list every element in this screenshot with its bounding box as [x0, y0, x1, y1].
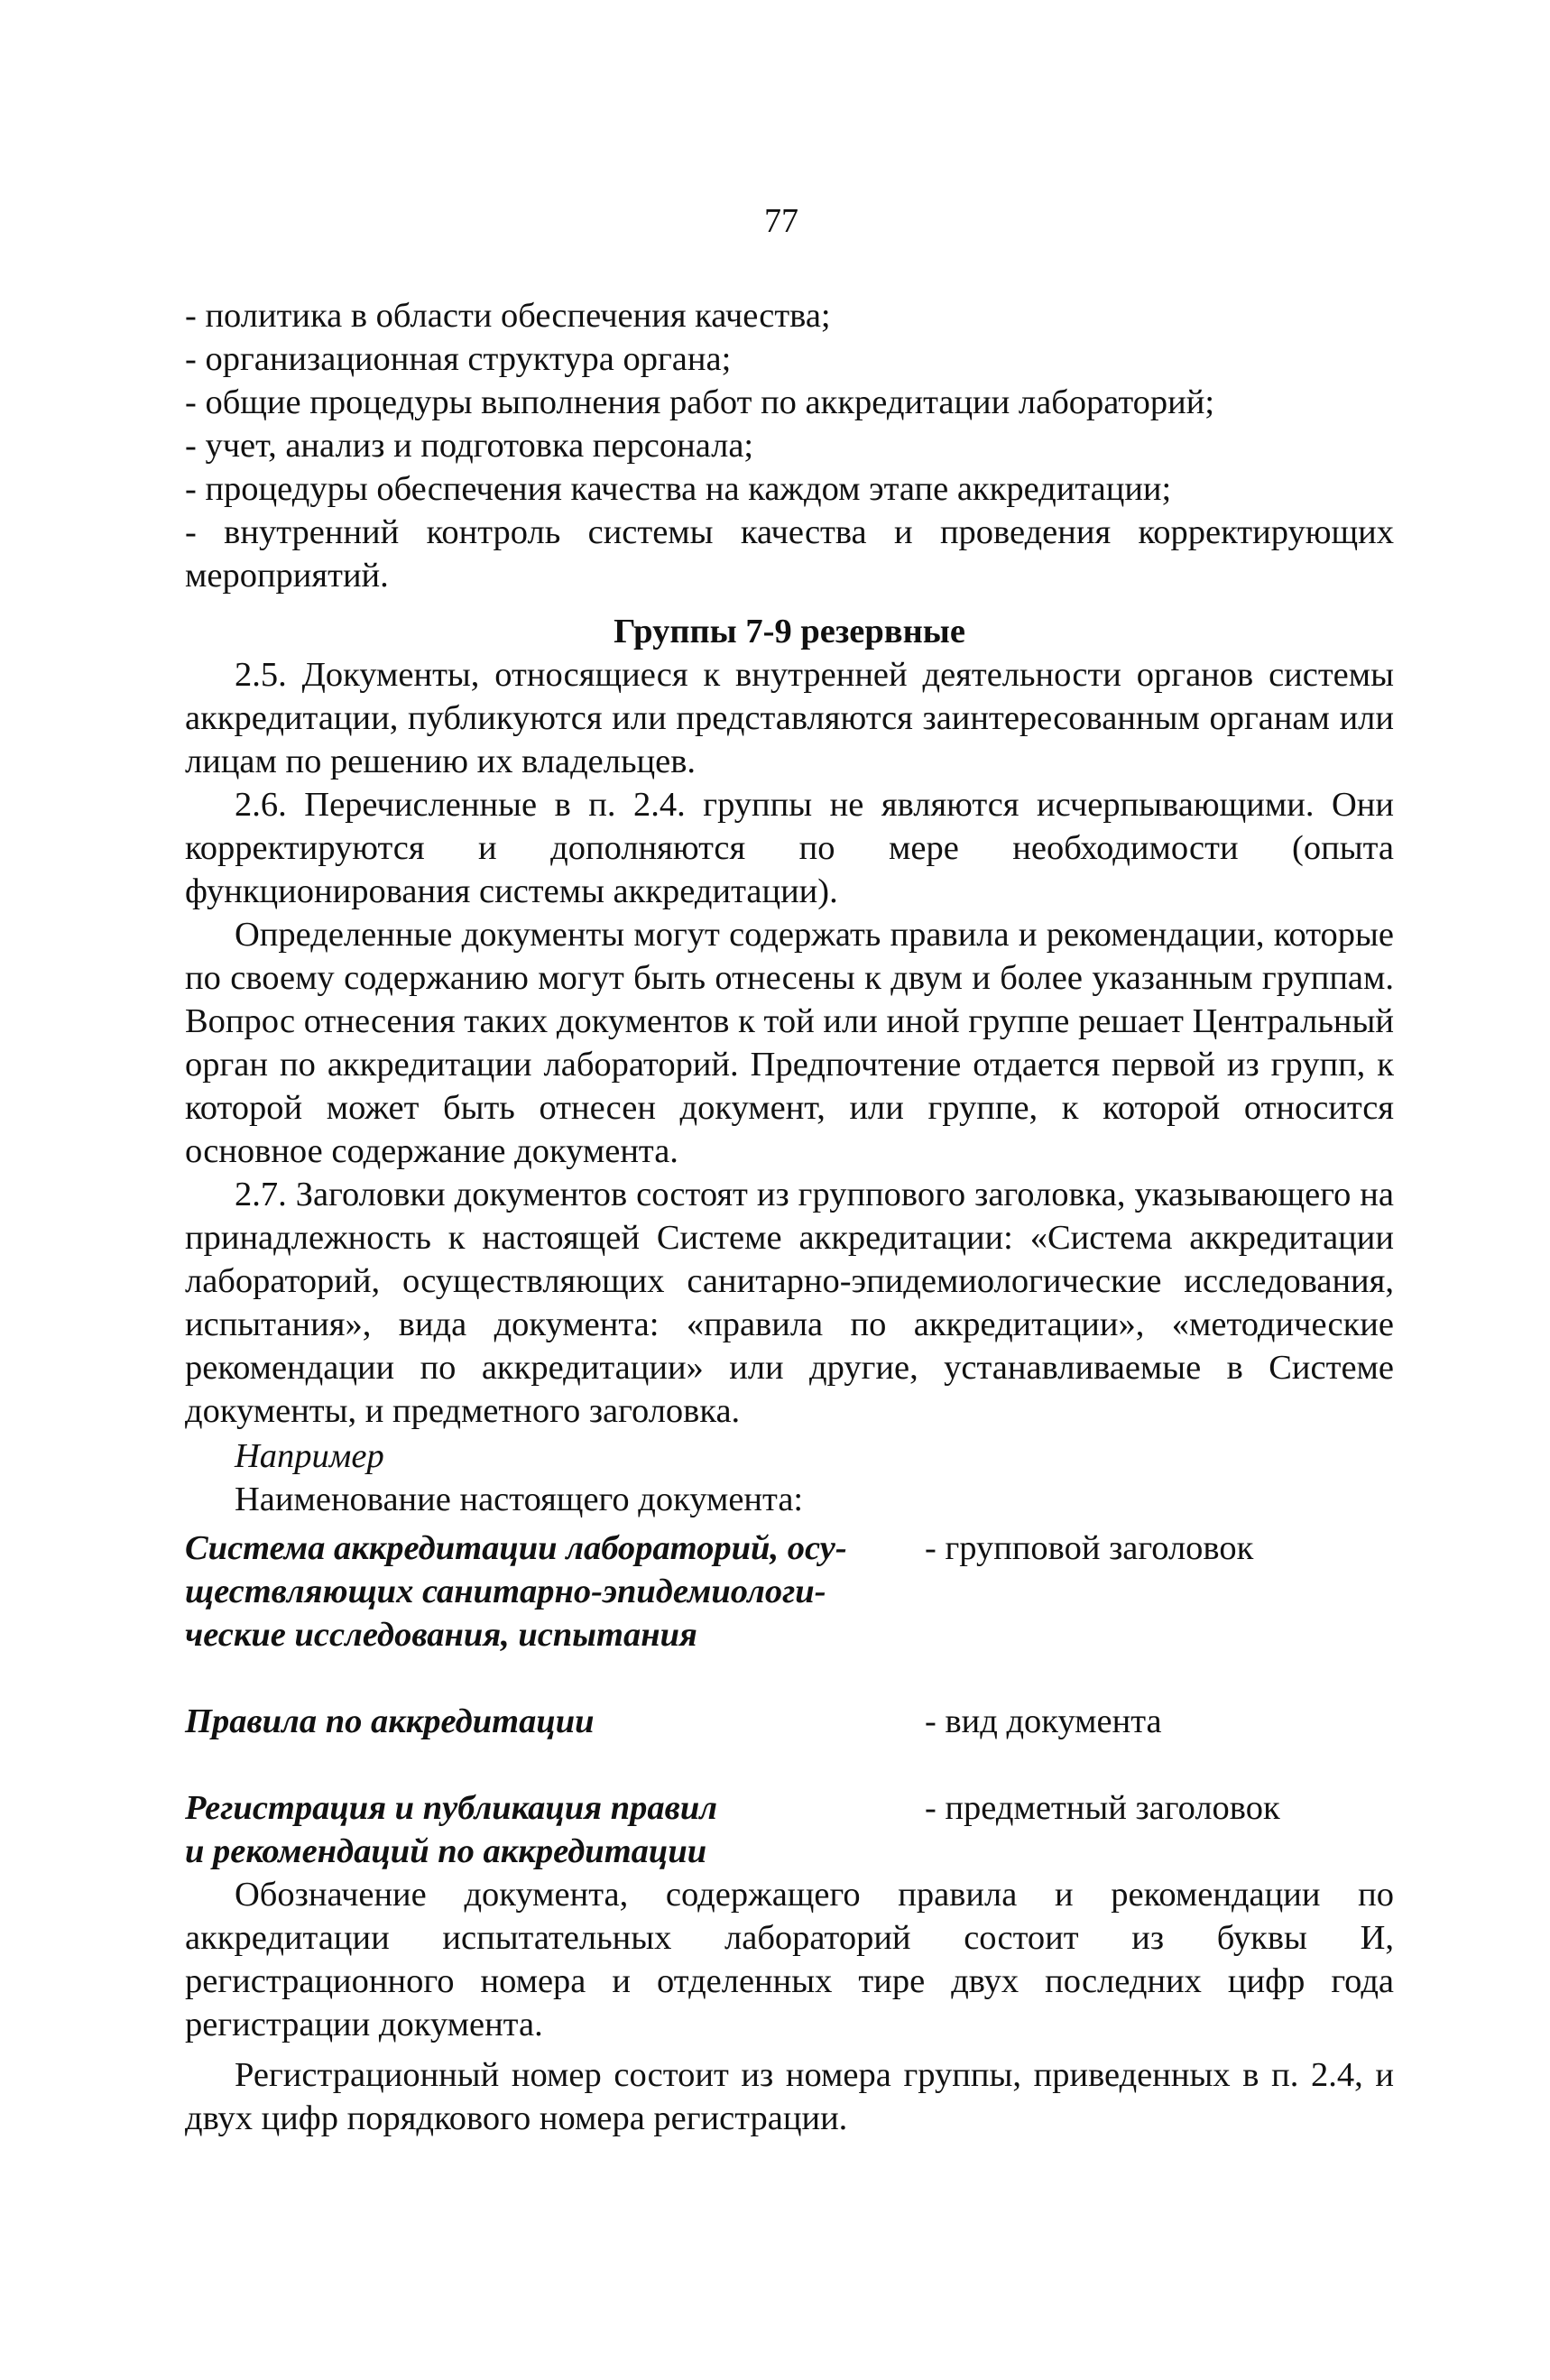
kind-title-label: - вид документа [925, 1702, 1162, 1740]
quality-manual-contents-list-tail [185, 511, 1394, 597]
kind-title-row [185, 1700, 1394, 1743]
group-title-label: - групповой заголовок [925, 1529, 1254, 1567]
quality-manual-contents-list [185, 294, 1394, 511]
group-title [185, 1527, 889, 1656]
page-number: 77 [764, 202, 798, 240]
paragraph-2-7: 2.7. Заголовки документов состоят из группового заголовка, указывающего на принадлежность к настоящей Системе аккредитации: «Система аккредитации лабораторий, осуществляющих санитарно-эпидемиологические исследования, испытания», вида документа: «правила по аккредитации», «методические рекомендации по аккредитации» или другие, устанавливаемые в Системе документы, и предметного заголовка. [185, 1176, 1394, 1430]
subject-title-line: Регистрация и публикация правил [185, 1789, 717, 1827]
document-body [185, 294, 1394, 2140]
list-item: - процедуры обеспечения качества на каждом этапе аккредитации; [185, 470, 1172, 508]
group-title-line: ществляющих санитарно-эпидемиологи- [185, 1573, 826, 1610]
list-item: - учет, анализ и подготовка персонала; [185, 427, 754, 465]
subject-title-row [185, 1786, 1394, 1873]
kind-title: Правила по аккредитации [185, 1702, 595, 1740]
group-title-row [185, 1527, 1394, 1656]
subject-title [185, 1786, 889, 1873]
list-item: - политика в области обеспечения качества; [185, 297, 831, 335]
name-intro: Наименование настоящего документа: [235, 1481, 804, 1518]
list-item: - внутренний контроль системы качества и проведения корректирующих мероприятий. [185, 513, 1394, 595]
list-item: - организационная структура органа; [185, 340, 732, 378]
group-title-line: ческие исследования, испытания [185, 1616, 697, 1654]
example-label: Например [235, 1437, 384, 1475]
section-heading: Группы 7-9 резервные [614, 613, 965, 650]
group-title-line: Система аккредитации лабораторий, осу- [185, 1529, 847, 1567]
subject-title-line: и рекомендаций по аккредитации [185, 1832, 707, 1870]
paragraph-designation: Обозначение документа, содержащего правила и рекомендации по аккредитации испытательных лабораторий состоит из буквы И, регистрационного номера и отделенных тире двух последних цифр года регистрации документа. [185, 1876, 1394, 2043]
paragraph-defined-documents: Определенные документы могут содержать правила и рекомендации, которые по своему содержанию могут быть отнесены к двум и более указанным группам. Вопрос отнесения таких документов к той или иной группе решает Центральный орган по аккредитации лабораторий. Предпочтение отдается первой из групп, к которой может быть отнесен документ, или группе, к которой относится основное содержание документа. [185, 916, 1394, 1170]
subject-title-label: - предметный заголовок [925, 1789, 1280, 1827]
paragraph-registration-number: Регистрационный номер состоит из номера группы, приведенных в п. 2.4, и двух цифр порядкового номера регистрации. [185, 2056, 1394, 2137]
list-item: - общие процедуры выполнения работ по аккредитации лабораторий; [185, 383, 1215, 421]
paragraph-2-6: 2.6. Перечисленные в п. 2.4. группы не являются исчерпывающими. Они корректируются и дополняются по мере необходимости (опыта функционирования системы аккредитации). [185, 786, 1394, 910]
paragraph-2-5: 2.5. Документы, относящиеся к внутренней деятельности органов системы аккредитации, публикуются или представляются заинтересованным органам или лицам по решению их владельцев. [185, 656, 1394, 780]
